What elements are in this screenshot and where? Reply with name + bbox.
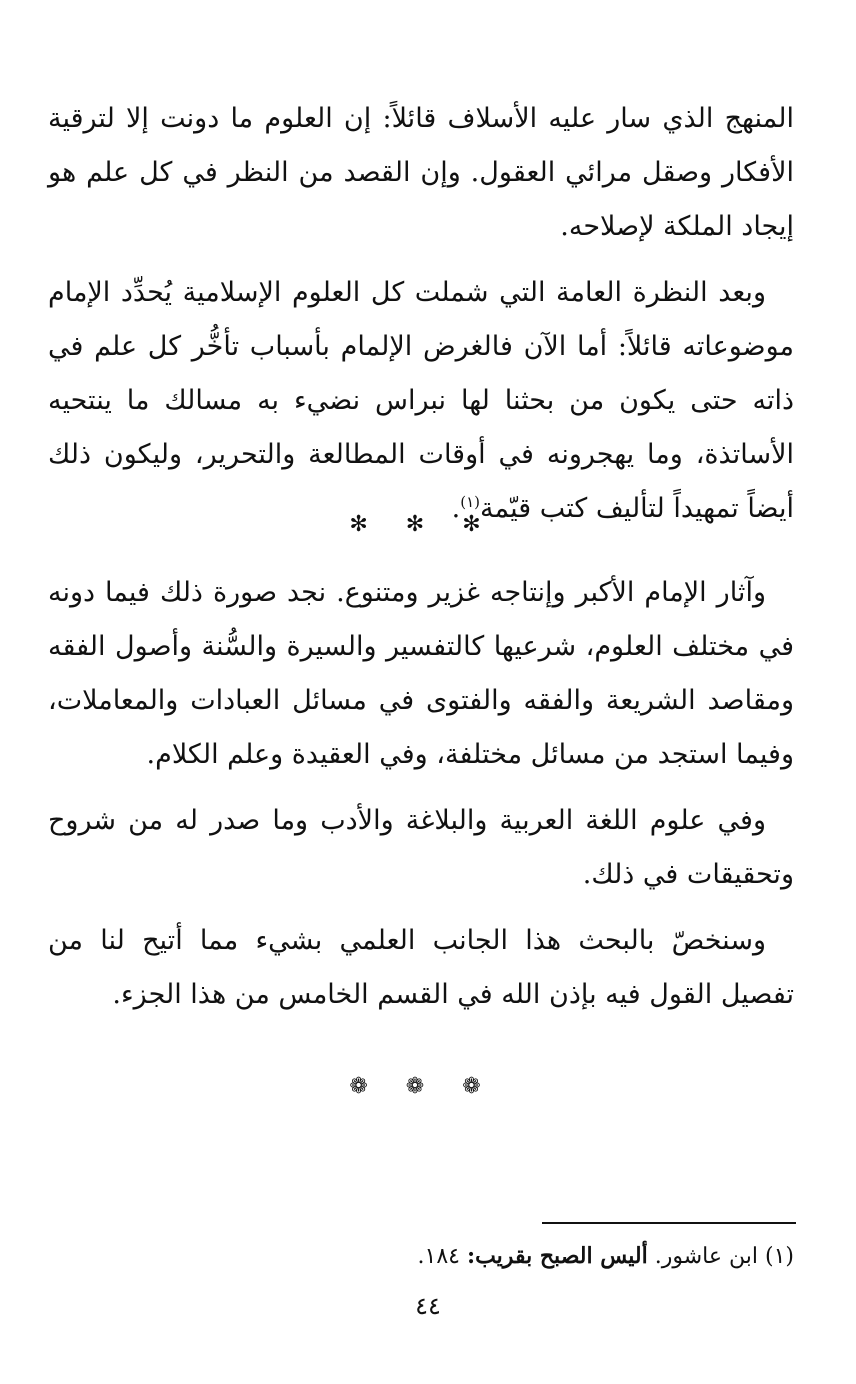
paragraph-5: وسنخصّ بالبحث هذا الجانب العلمي بشيء مما أتيح لنا من تفصيل القول فيه بإذن الله في القسم الخامس من هذا الجزء. (48, 925, 794, 1010)
footnote-number: (١) (764, 1244, 794, 1269)
body-block-2 (48, 566, 794, 1022)
paragraph-4: وفي علوم اللغة العربية والبلاغة والأدب وما صدر له من شروح وتحقيقات في ذلك. (48, 805, 794, 890)
footnote-page: ١٨٤. (417, 1244, 460, 1269)
body-block-1 (48, 92, 794, 536)
paragraph-2 (48, 266, 794, 536)
section-separator-1 (0, 512, 856, 537)
star-ornament-icon: ✻ (405, 512, 451, 537)
paragraph-2-text: وبعد النظرة العامة التي شملت كل العلوم الإسلامية يُحدِّد الإمام موضوعاته قائلاً: أما الآن فالغرض الإلمام بأسباب تأخُّر كل علم في ذاته حتى يكون من بحثنا لها نبراس نضيء به مسالك ما ينتحيه الأساتذة، وما يهجرونه في أوقات المطالعة والتحرير، وليكون ذلك أيضاً تمهيداً لتأليف كتب قيّمة (48, 277, 794, 524)
footnote (48, 1236, 794, 1277)
flower-ornament-icon: ❁ (462, 1074, 507, 1099)
footnote-title: أليس الصبح بقريب: (466, 1243, 648, 1269)
flower-ornament-icon: ❁ (349, 1074, 394, 1099)
flower-ornament-icon: ❁ (405, 1074, 451, 1099)
paragraph-3: وآثار الإمام الأكبر وإنتاجه غزير ومتنوع. نجد صورة ذلك فيما دونه في مختلف العلوم، شرعيها كالتفسير والسيرة والسُّنة وأصول الفقه ومقاصد الشريعة والفقه والفتوى في مسائل العبادات والمعاملات، وفيما استجد من مسائل مختلفة، وفي العقيدة وعلم الكلام. (48, 577, 794, 770)
paragraph-2-end: . (451, 493, 461, 524)
footnote-author: ابن عاشور. (654, 1244, 758, 1269)
section-separator-2 (0, 1074, 856, 1099)
page-number: ٤٤ (415, 1292, 441, 1320)
star-ornament-icon: ✻ (349, 512, 394, 537)
paragraph-1: المنهج الذي سار عليه الأسلاف قائلاً: إن العلوم ما دونت إلا لترقية الأفكار وصقل مرائي العقول. وإن القصد من النظر في كل علم هو إيجاد الملكة لإصلاحه. (48, 103, 794, 242)
footnote-marker: (١) (460, 493, 481, 511)
star-ornament-icon: ✻ (462, 512, 507, 537)
footnote-divider (542, 1222, 796, 1224)
